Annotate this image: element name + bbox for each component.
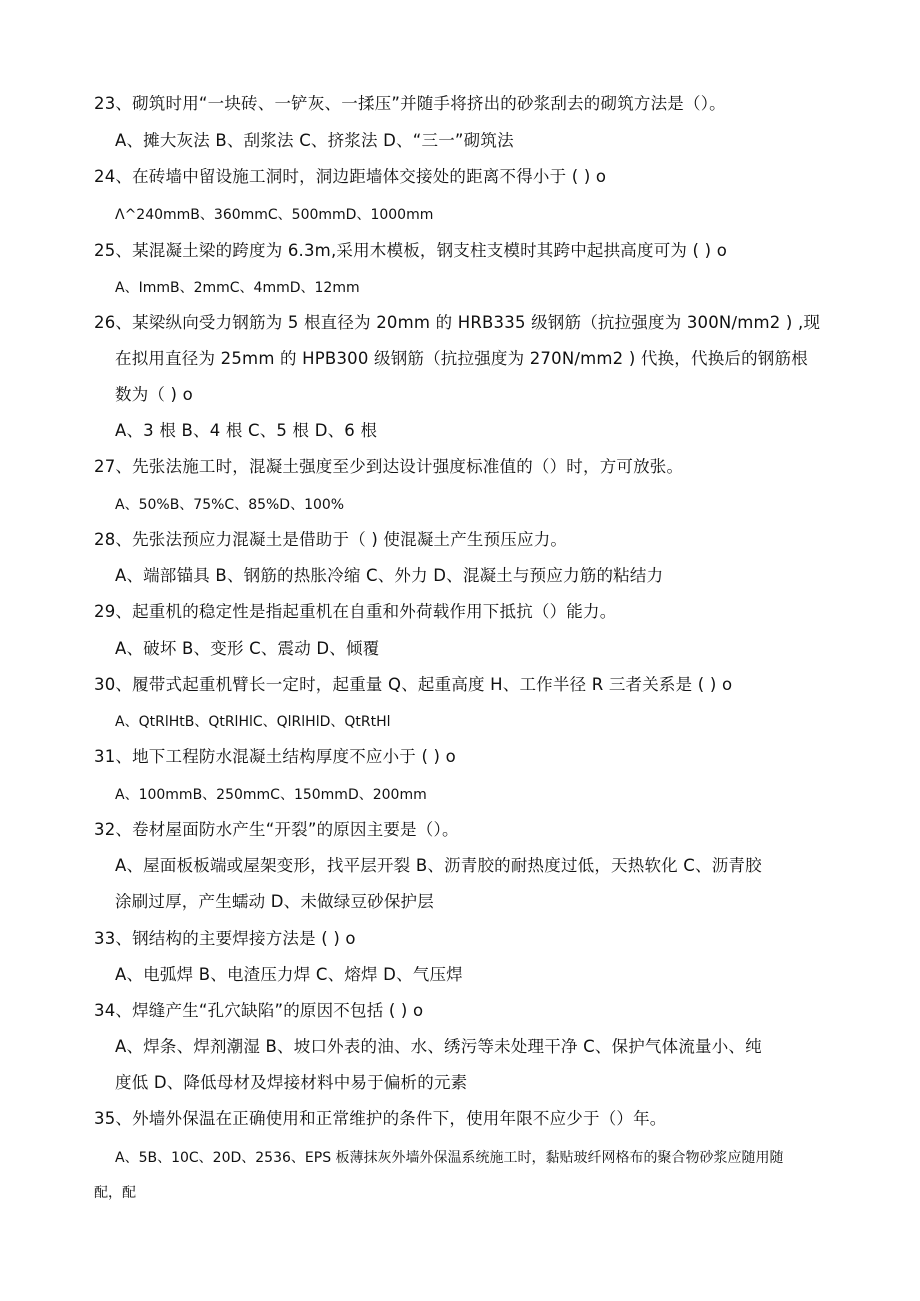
question-26: 26、某梁纵向受力钢筋为 5 根直径为 20mm 的 HRB335 级钢筋（抗拉强度为 300N∕mm2 ) ,现 (94, 313, 821, 332)
options-30: A、QtRlHtB、QtRlHlC、QlRlHlD、QtRtHl (115, 714, 391, 730)
options-35: A、5B、10C、20D、2536、EPS 板薄抹灰外墙外保温系统施工时，黏贴玻纤网格布的聚合物砂浆应随用随 (115, 1150, 784, 1166)
options-28: A、端部锚具 B、钢筋的热胀冷缩 C、外力 D、混凝土与预应力筋的粘结力 (115, 566, 664, 585)
question-27: 27、先张法施工时，混凝土强度至少到达设计强度标准值的（）时，方可放张。 (94, 457, 684, 476)
question-23: 23、砌筑时用“一块砖、一铲灰、一揉压”并随手将挤出的砂浆刮去的砌筑方法是（）。 (94, 94, 726, 113)
options-23: A、摊大灰法 B、刮浆法 C、挤浆法 D、“三一”砌筑法 (115, 131, 514, 150)
question-28: 28、先张法预应力混凝土是借助于（ ) 使混凝土产生预压应力。 (94, 530, 568, 549)
question-32: 32、卷材屋面防水产生“开裂”的原因主要是（）。 (94, 820, 459, 839)
question-29: 29、起重机的稳定性是指起重机在自重和外荷载作用下抵抗（）能力。 (94, 602, 617, 621)
options-31: A、100mmB、250mmC、150mmD、200mm (115, 787, 427, 803)
options-34-cont: 度低 D、降低母材及焊接材料中易于偏析的元素 (115, 1073, 468, 1092)
options-32-cont: 涂刷过厚，产生蠕动 D、未做绿豆砂保护层 (115, 892, 434, 911)
options-34: A、焊条、焊剂潮湿 B、坡口外表的油、水、绣污等未处理干净 C、保护气体流量小、纯 (115, 1037, 762, 1056)
question-24: 24、在砖墙中留设施工洞时，洞边距墙体交接处的距离不得小于 ( ) o (94, 167, 607, 186)
question-35: 35、外墙外保温在正确使用和正常维护的条件下，使用年限不应少于（）年。 (94, 1109, 667, 1128)
question-31: 31、地下工程防水混凝土结构厚度不应小于 ( ) o (94, 747, 456, 766)
options-29: A、破坏 B、变形 C、震动 D、倾覆 (115, 639, 380, 658)
options-25: A、ImmB、2mmC、4mmD、12mm (115, 280, 360, 296)
question-34: 34、焊缝产生“孔穴缺陷”的原因不包括 ( ) o (94, 1001, 424, 1020)
question-25: 25、某混凝土梁的跨度为 6.3m,采用木模板，钢支柱支模时其跨中起拱高度可为 ( ) o (94, 241, 728, 260)
options-33: A、电弧焊 B、电渣压力焊 C、熔焊 D、气压焊 (115, 965, 463, 984)
options-26: A、3 根 B、4 根 C、5 根 D、6 根 (115, 421, 378, 440)
question-36-cont: 配，配 (94, 1185, 136, 1201)
options-24: Λ^240mmB、360mmC、500mmD、1000mm (115, 207, 434, 223)
question-33: 33、钢结构的主要焊接方法是 ( ) o (94, 929, 356, 948)
question-26-cont-1: 在拟用直径为 25mm 的 HPB300 级钢筋（抗拉强度为 270N∕mm2 ) 代换，代换后的钢筋根 (115, 349, 808, 368)
question-30: 30、履带式起重机臂长一定时，起重量 Q、起重高度 H、工作半径 R 三者关系是 ( ) o (94, 675, 733, 694)
options-27: A、50%B、75%C、85%D、100% (115, 497, 345, 513)
question-26-cont-2: 数为（ ) o (115, 385, 193, 404)
options-32: A、屋面板板端或屋架变形，找平层开裂 B、沥青胶的耐热度过低，天热软化 C、沥青胶 (115, 856, 762, 875)
